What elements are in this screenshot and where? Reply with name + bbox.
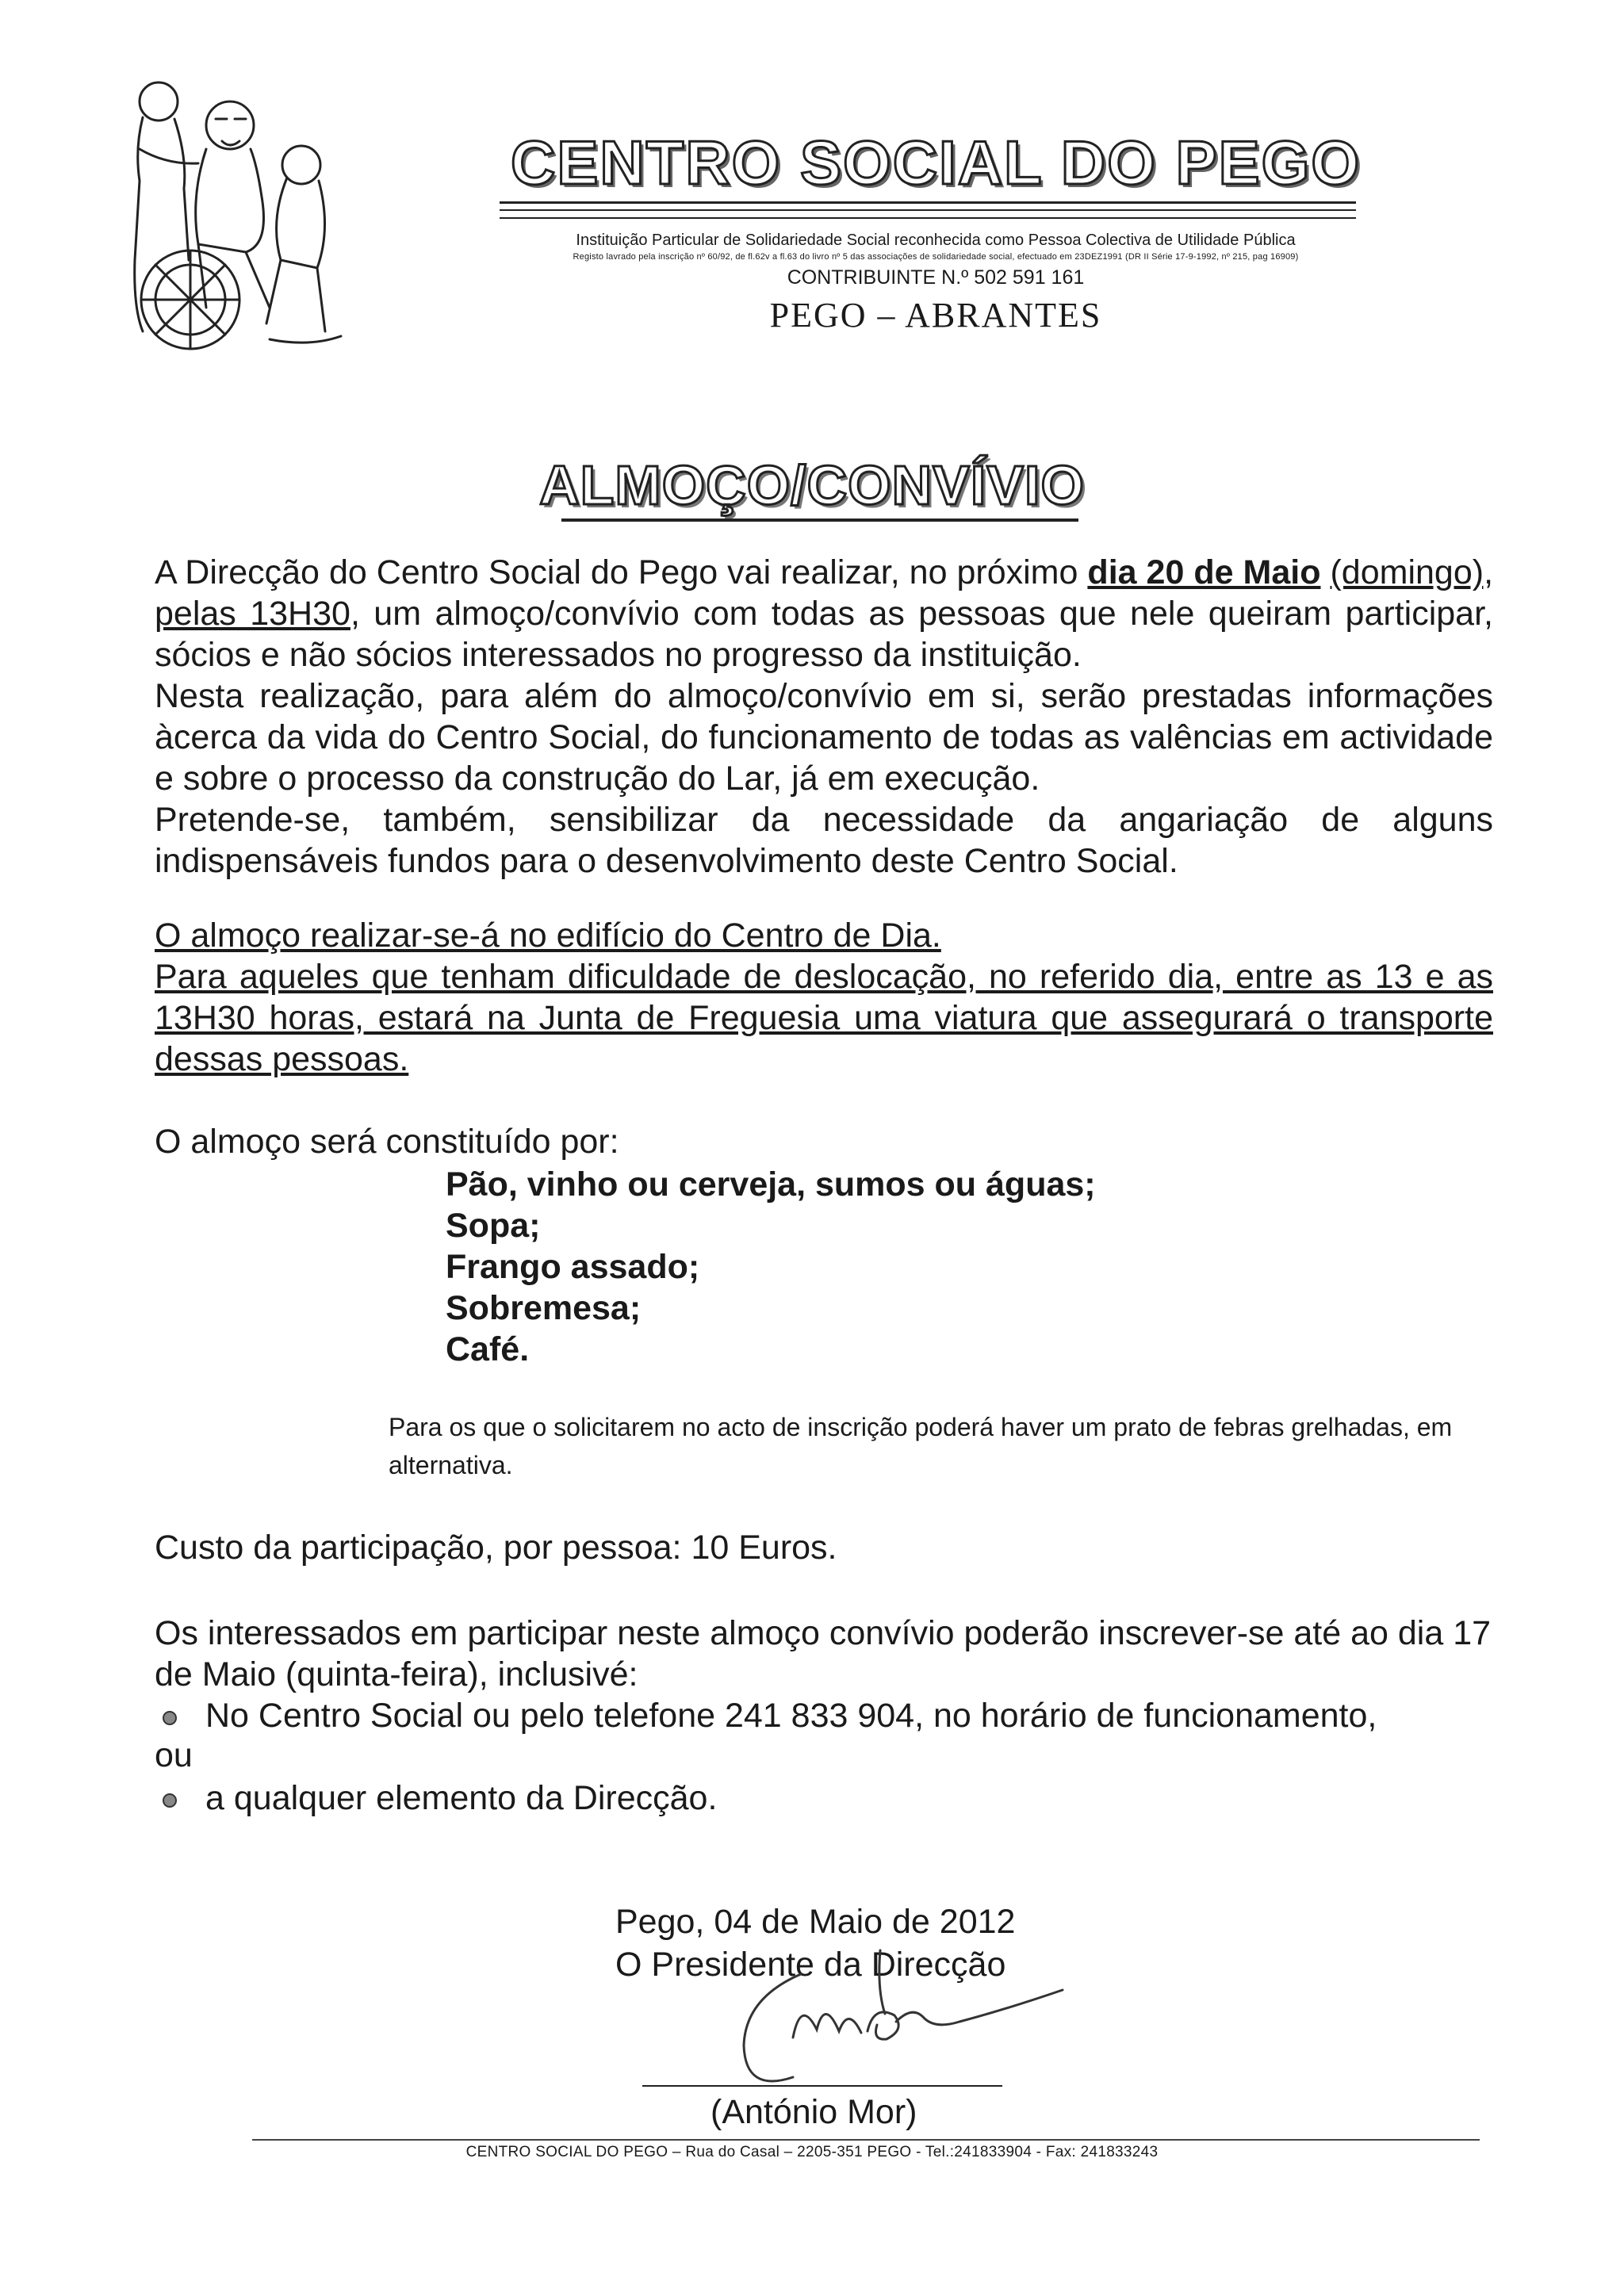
- menu-intro: O almoço será constituído por:: [155, 1123, 619, 1161]
- menu-list: [446, 1164, 1096, 1370]
- signatory-name: (António Mor): [710, 2093, 917, 2131]
- intro-text-cont: , um almoço/convívio com todas as pessoas que nele queiram participar, sócios e não sócios interessados no progresso da instituição.: [155, 595, 1493, 674]
- menu-item: Sopa;: [446, 1207, 541, 1245]
- signature-role: O Presidente da Direcção: [615, 1946, 1006, 1984]
- spacer-text: [1320, 553, 1330, 591]
- signature-line: [642, 2085, 1002, 2087]
- alternative-dish-note: Para os que o solicitarem no acto de inscrição poderá haver um prato de febras grelhadas, em alternativa.: [389, 1413, 1453, 1479]
- footer-rule: [252, 2139, 1480, 2141]
- location-note: O almoço realizar-se-á no edifício do Centro de Dia.: [155, 916, 941, 955]
- menu-item: Frango assado;: [446, 1248, 700, 1286]
- intro-paragraph: [155, 552, 1493, 882]
- menu-item: Pão, vinho ou cerveja, sumos ou águas;: [446, 1165, 1096, 1203]
- signup-intro: Os interessados em participar neste almoço convívio poderão inscrever-se até ao dia 17 de Maio (quinta-feira), inclusivé:: [155, 1614, 1492, 1693]
- footer-contact: CENTRO SOCIAL DO PEGO – Rua do Casal – 2205-351 PEGO - Tel.:241833904 - Fax: 241833243: [465, 2144, 1159, 2160]
- organization-location: PEGO – ABRANTES: [769, 296, 1102, 335]
- header-rule: [500, 217, 1356, 219]
- event-day-time: (domingo), pelas 13H30: [155, 553, 1494, 633]
- handwritten-signature: [698, 1942, 1078, 2101]
- organization-name: CENTRO SOCIAL DO PEGO: [511, 128, 1361, 197]
- signature-date: Pego, 04 de Maio de 2012: [615, 1903, 1016, 1941]
- transport-note: Para aqueles que tenham dificuldade de deslocação, no referido dia, entre as 13 e as 13H30 horas, estará na Junta de Freguesia uma viatura que assegurará o transporte dessas pessoas.: [155, 958, 1493, 1078]
- signup-or: ou: [155, 1736, 193, 1774]
- info-text: Nesta realização, para além do almoço/convívio em si, serão prestadas informações àcerca da vida do Centro Social, do funcionamento de todas as valências em actividade e sobre o processo da construção do Lar, já em execução.: [155, 677, 1493, 798]
- menu-item: Sobremesa;: [446, 1289, 642, 1327]
- intro-text: A Direcção do Centro Social do Pego vai realizar, no próximo: [155, 553, 1088, 591]
- bullet-icon: [163, 1793, 177, 1808]
- signup-option-text: No Centro Social ou pelo telefone 241 833 904, no horário de funcionamento,: [205, 1697, 1377, 1735]
- registry-info: Registo lavrado pela inscrição nº 60/92, de fl.62v a fl.63 do livro nº 5 das associações de solidariedade social, efectuado em 23DEZ1991 (DR II Série 17-9-1992, nº 215, pag 16909): [573, 252, 1299, 262]
- bullet-icon: [163, 1711, 177, 1725]
- signup-option-centre: [155, 1695, 1493, 1736]
- signup-option-text: a qualquer elemento da Direcção.: [205, 1779, 718, 1817]
- participation-cost: Custo da participação, por pessoa: 10 Euros.: [155, 1529, 837, 1567]
- event-date: dia 20 de Maio: [1087, 553, 1321, 591]
- menu-item: Café.: [446, 1330, 530, 1368]
- header-rule: [500, 209, 1356, 211]
- title-underline: [561, 519, 1078, 522]
- logo-illustration: [111, 70, 349, 371]
- signup-option-board: [155, 1777, 1493, 1819]
- fundraising-text: Pretende-se, também, sensibilizar da necessidade da angariação de alguns indispensáveis fundos para o desenvolvimento deste Centro Social.: [155, 801, 1493, 880]
- organization-subtitle: Instituição Particular de Solidariedade Social reconhecida como Pessoa Colectiva de Utilidade Pública: [576, 232, 1296, 249]
- contributor-number: CONTRIBUINTE N.º 502 591 161: [787, 266, 1085, 289]
- document-title: ALMOÇO/CONVÍVIO: [539, 454, 1085, 516]
- header-rule: [500, 201, 1356, 204]
